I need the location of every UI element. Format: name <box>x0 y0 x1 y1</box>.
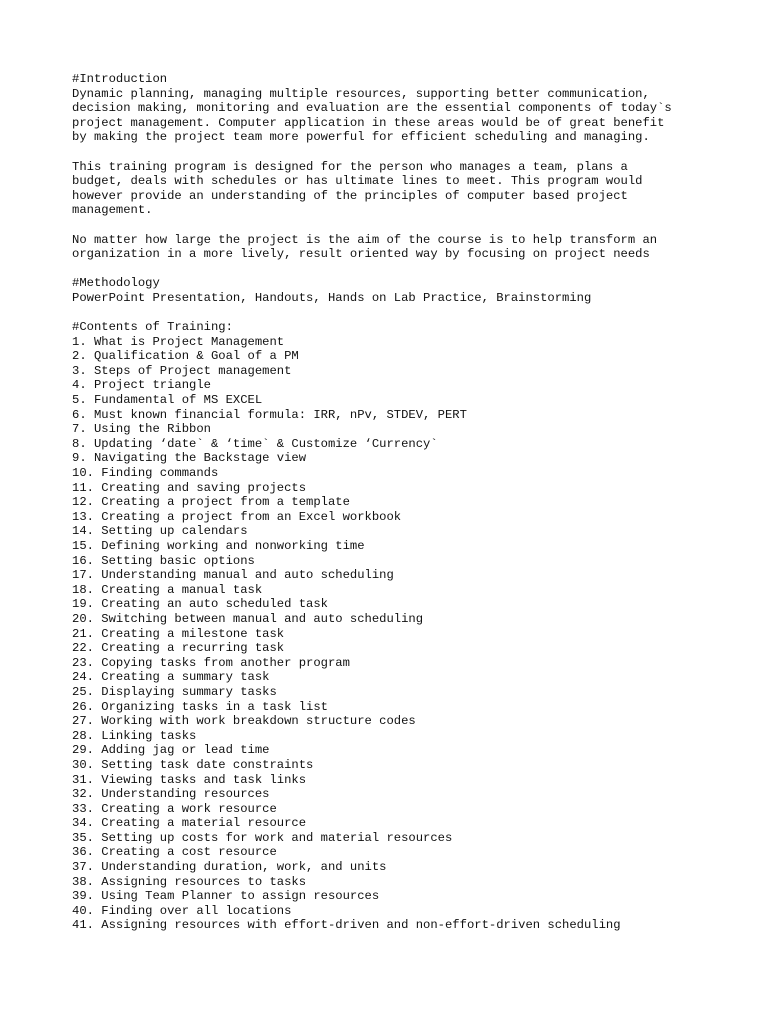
introduction-paragraph-3 <box>72 233 732 262</box>
paragraph-line: No matter how large the project is the aim of the course is to help transform an <box>72 232 658 247</box>
contents-list-item: 31. Viewing tasks and task links <box>72 772 307 787</box>
contents-list-item: 33. Creating a work resource <box>72 801 277 816</box>
contents-list-item: 20. Switching between manual and auto scheduling <box>72 611 424 626</box>
paragraph-line: project management. Computer application in these areas would be of great benefit <box>72 115 665 130</box>
paragraph-line: Dynamic planning, managing multiple resources, supporting better communication, <box>72 86 650 101</box>
contents-list-item: 30. Setting task date constraints <box>72 757 314 772</box>
contents-list-item: 26. Organizing tasks in a task list <box>72 699 328 714</box>
paragraph-line: budget, deals with schedules or has ultimate lines to meet. This program would <box>72 174 643 189</box>
spacer <box>72 262 732 277</box>
contents-list-item: 34. Creating a material resource <box>72 816 307 831</box>
paragraph-line: organization in a more lively, result oriented way by focusing on project needs <box>72 247 650 262</box>
contents-list-item: 29. Adding jag or lead time <box>72 743 270 758</box>
contents-list-item: 2. Qualification & Goal of a PM <box>72 349 299 364</box>
contents-list-item: 22. Creating a recurring task <box>72 641 285 656</box>
contents-list-item: 41. Assigning resources with effort-driven and non-effort-driven scheduling <box>72 918 621 933</box>
contents-list-item: 28. Linking tasks <box>72 728 197 743</box>
contents-list-item: 8. Updating ‘date` & ‘time` & Customize ‘Currency` <box>72 436 438 451</box>
contents-list-item: 35. Setting up costs for work and material resources <box>72 830 453 845</box>
methodology-text: PowerPoint Presentation, Handouts, Hands on Lab Practice, Brainstorming <box>72 290 592 305</box>
contents-list-item: 9. Navigating the Backstage view <box>72 451 307 466</box>
contents-heading: #Contents of Training: <box>72 320 233 335</box>
paragraph-line: decision making, monitoring and evaluation are the essential components of today`s <box>72 101 672 116</box>
contents-list-item: 15. Defining working and nonworking time <box>72 539 365 553</box>
contents-list-item: 5. Fundamental of MS EXCEL <box>72 393 263 408</box>
contents-list-item: 10. Finding commands <box>72 466 219 481</box>
contents-list-item: 11. Creating and saving projects <box>72 480 307 495</box>
contents-list-item: 39. Using Team Planner to assign resources <box>72 889 380 904</box>
spacer <box>72 306 732 321</box>
introduction-paragraph-1 <box>72 87 732 145</box>
spacer <box>72 145 732 160</box>
contents-list-item: 4. Project triangle <box>72 378 211 393</box>
methodology-heading: #Methodology <box>72 276 160 291</box>
contents-list-item: 19. Creating an auto scheduled task <box>72 597 328 612</box>
contents-list-item: 24. Creating a summary task <box>72 670 270 685</box>
contents-list-item: 18. Creating a manual task <box>72 582 263 597</box>
paragraph-line: This training program is designed for the person who manages a team, plans a <box>72 159 628 174</box>
contents-list-item: 17. Understanding manual and auto scheduling <box>72 568 394 583</box>
contents-list-item: 32. Understanding resources <box>72 787 270 802</box>
contents-list-item: 13. Creating a project from an Excel workbook <box>72 509 402 524</box>
contents-list-item: 21. Creating a milestone task <box>72 626 285 641</box>
paragraph-line: by making the project team more powerful for efficient scheduling and managing. <box>72 130 650 145</box>
contents-list-item: 12. Creating a project from a template <box>72 495 350 510</box>
contents-list <box>72 335 732 933</box>
contents-list-item: 7. Using the Ribbon <box>72 422 211 437</box>
contents-list-item: 27. Working with work breakdown structure codes <box>72 714 416 729</box>
contents-list-item: 40. Finding over all locations <box>72 903 292 918</box>
introduction-paragraph-2 <box>72 160 732 218</box>
paragraph-line: however provide an understanding of the principles of computer based project <box>72 188 628 203</box>
contents-list-item: 6. Must known financial formula: IRR, nPv, STDEV, PERT <box>72 407 467 422</box>
contents-list-item: 1. What is Project Management <box>72 334 285 349</box>
contents-list-item: 37. Understanding duration, work, and units <box>72 860 387 875</box>
contents-list-item: 38. Assigning resources to tasks <box>72 874 307 889</box>
spacer <box>72 218 732 233</box>
introduction-heading: #Introduction <box>72 72 168 86</box>
contents-list-item: 16. Setting basic options <box>72 553 255 568</box>
contents-list-item: 14. Setting up calendars <box>72 524 248 539</box>
contents-list-item: 25. Displaying summary tasks <box>72 684 277 699</box>
document-page <box>72 72 732 933</box>
contents-list-item: 23. Copying tasks from another program <box>72 655 350 670</box>
paragraph-line: management. <box>72 203 153 218</box>
contents-list-item: 36. Creating a cost resource <box>72 845 277 860</box>
contents-list-item: 3. Steps of Project management <box>72 363 292 378</box>
